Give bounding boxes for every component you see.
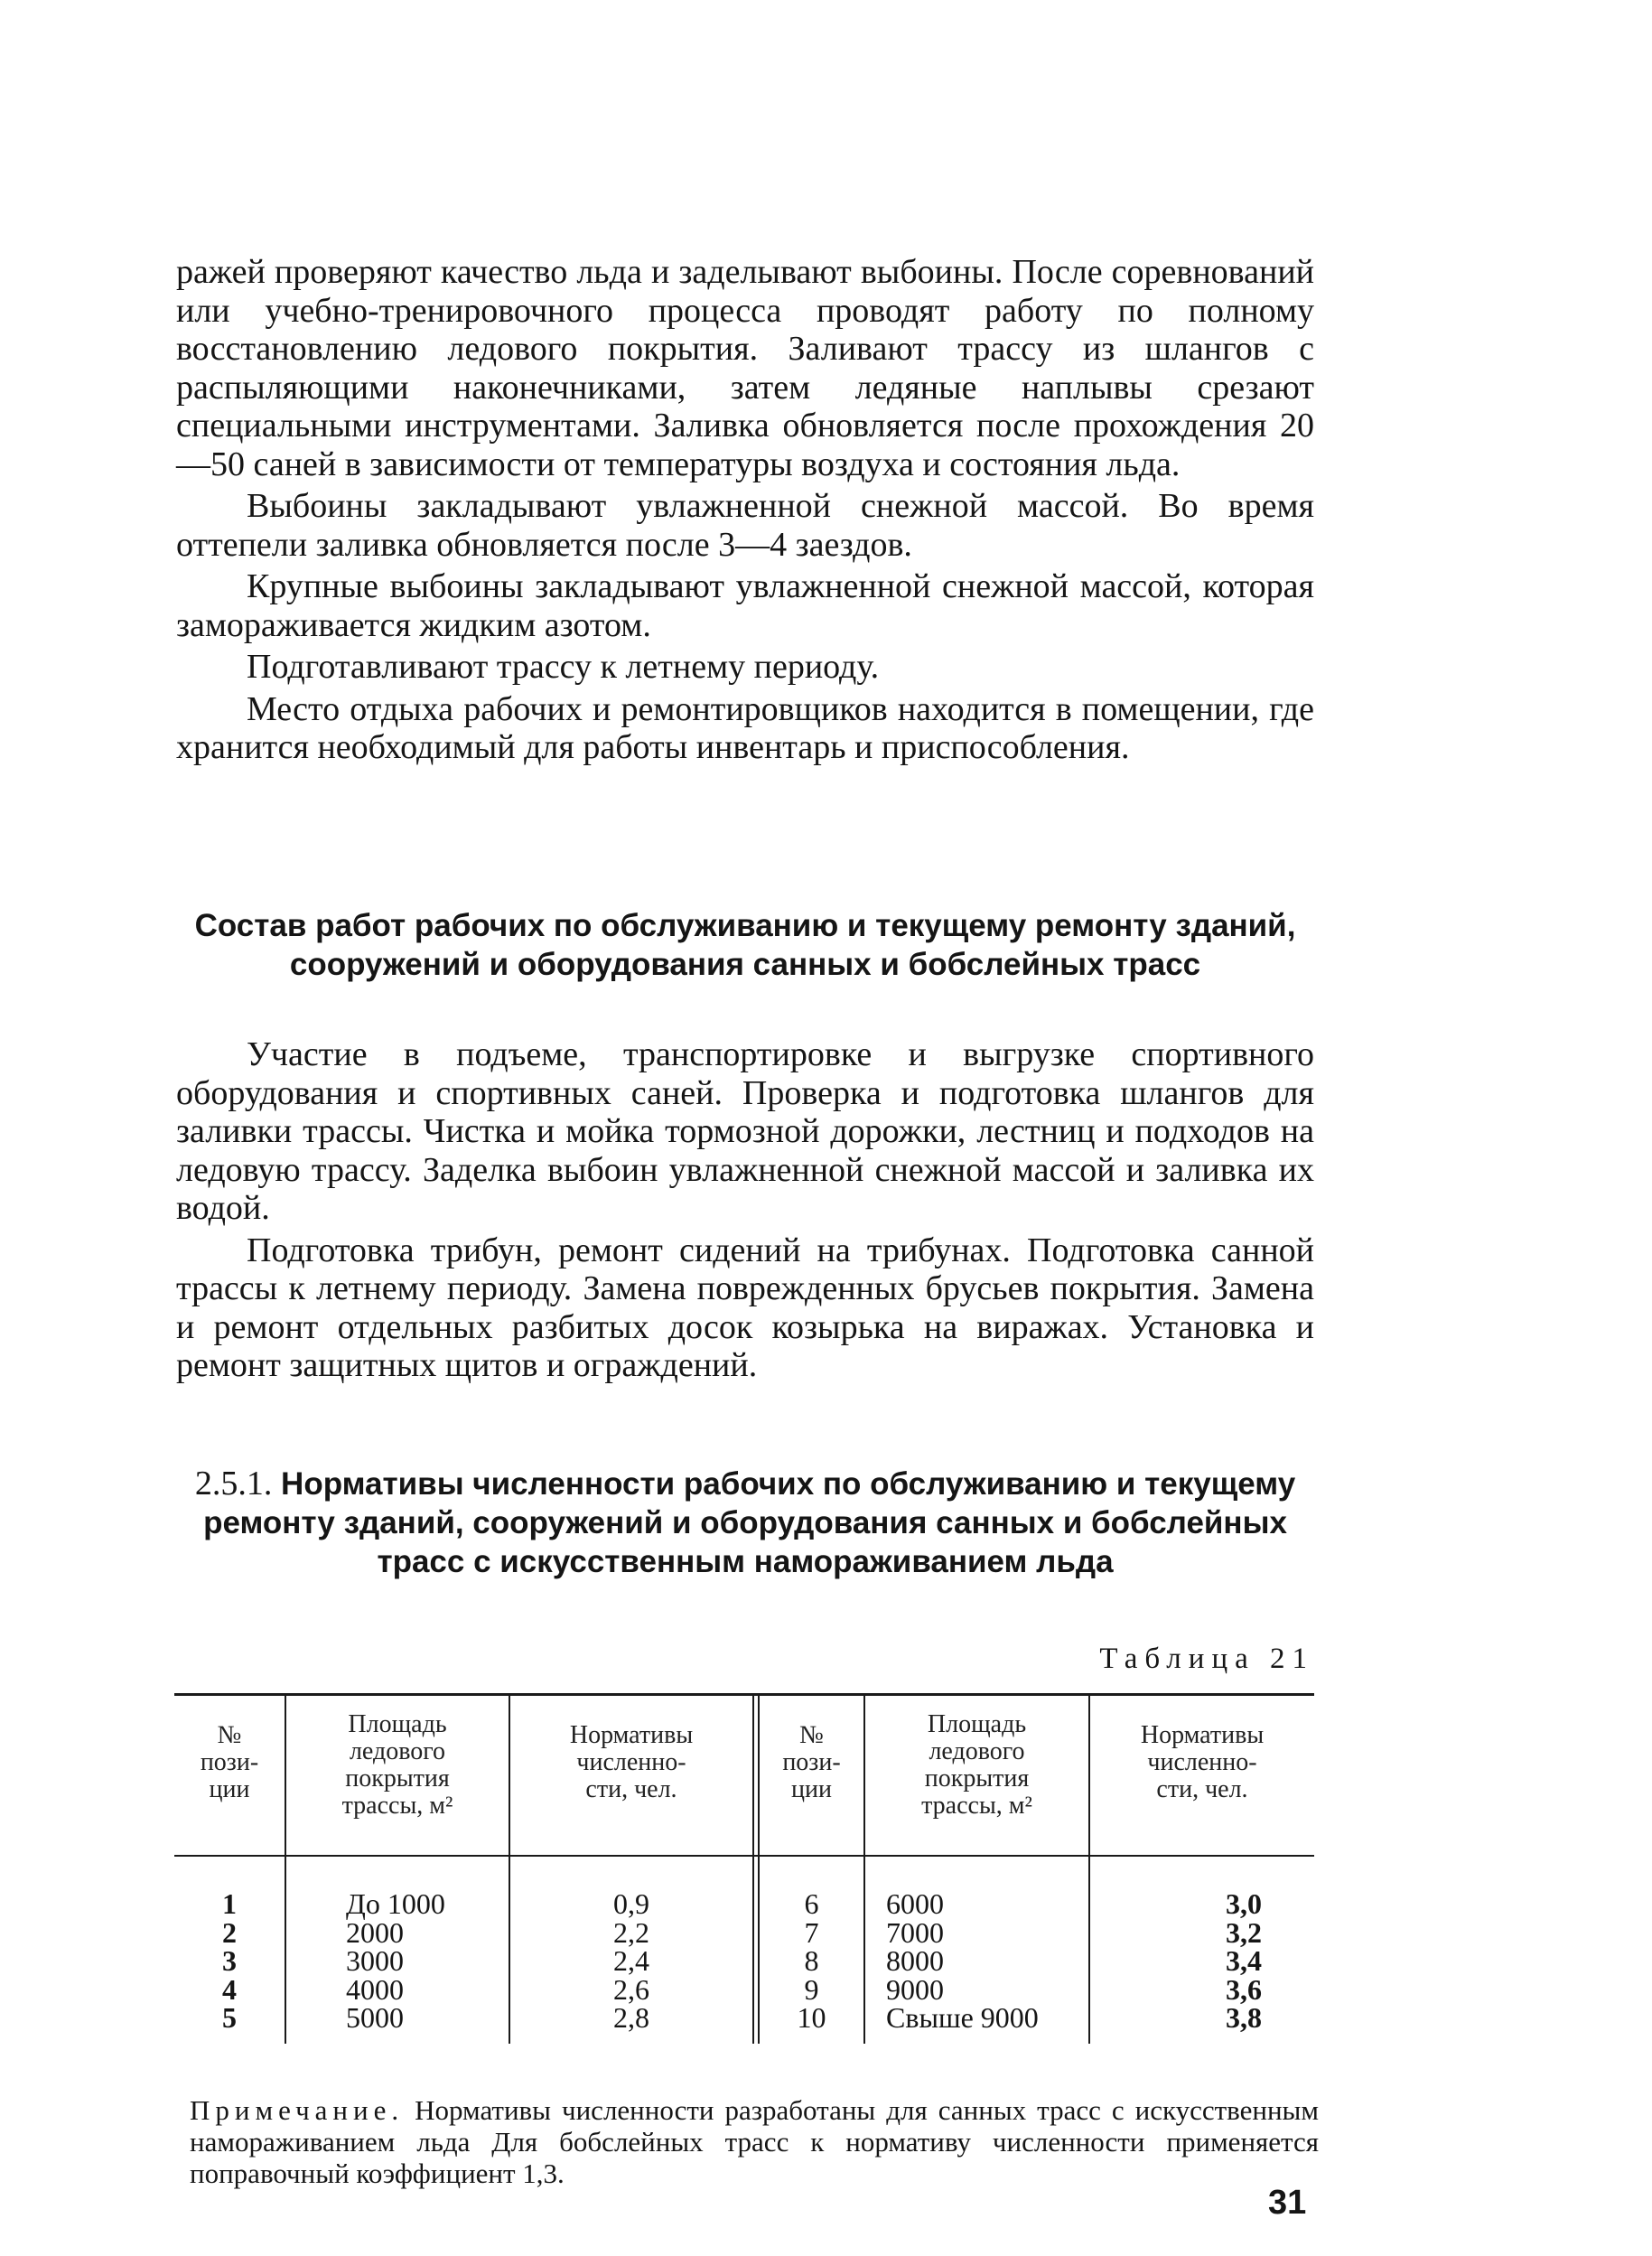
table-cell: 2000 [346, 1915, 404, 1949]
table-cell: 3,6 [1226, 1972, 1262, 2006]
paragraph: Крупные выбоины закладывают увлажненной снежной массой, которая замораживается жидким азотом. [176, 567, 1314, 644]
left-norm-column [510, 1887, 752, 2034]
table-cell: 9000 [886, 1972, 944, 2006]
table-cell: 6 [804, 1887, 819, 1920]
note-text: Нормативы численности разработаны для санных трасс с искусственным намораживанием льда Для бобслейных трасс к нормативу численности применяется поправочный коэффициент 1,3. [190, 2094, 1319, 2189]
paragraph: Участие в подъеме, транспортировке и выгрузке спортивного оборудования и спортивных саней. Проверка и подготовка шлангов для заливки трассы. Чистка и мойка тормозной дорожки, лестниц и подходов на ледовую трассу. Заделка выбоин увлажненной снежной массой и заливка их водой. [176, 1035, 1314, 1227]
header-position: № пози- ции [200, 1721, 259, 1803]
paragraph: ражей проверяют качество льда и заделывают выбоины. После соревнований или учебно-тренировочного процесса проводят работу по полному восстановлению ледового покрытия. Заливают трассу из шлангов с распыляющими наконечниками, затем ледяные наплывы срезают специальными инструментами. Заливка обновляется после прохождения 20—50 саней в зависимости от температуры воздуха и состояния льда. [176, 253, 1314, 483]
table-cell: 2,2 [613, 1915, 649, 1949]
header-area: Площадь ледового покрытия трассы, м² [341, 1710, 453, 1820]
table-cell: 1 [222, 1887, 237, 1920]
table-header-rule [174, 1855, 1314, 1857]
header-norm: Нормативы численно- сти, чел. [569, 1721, 694, 1803]
table-number: 2.5.1. [194, 1465, 273, 1502]
table-cell: 3,4 [1226, 1944, 1262, 1977]
table-cell: 8000 [886, 1944, 944, 1977]
table-cell: 5 [222, 2001, 237, 2034]
paragraph: Подготовка трибун, ремонт сидений на трибунах. Подготовка санной трассы к летнему периоду. Замена поврежденных брусьев покрытия. Замена и ремонт отдельных разбитых досок козырька на виражах. Установка и ремонт защитных щитов и ограждений. [176, 1231, 1314, 1384]
table-cell: 4000 [346, 1972, 404, 2006]
header-area: Площадь ледового покрытия трассы, м² [921, 1710, 1032, 1820]
left-area-column [346, 1887, 509, 2034]
paragraph: Подготавливают трассу к летнему периоду. [247, 648, 880, 686]
table-cell: 7000 [886, 1915, 944, 1949]
table-cell: 4 [222, 1972, 237, 2006]
header-norm: Нормативы численно- сти, чел. [1140, 1721, 1265, 1803]
column-divider [752, 1693, 754, 2044]
section-text [176, 1035, 1314, 1389]
table-cell: Свыше 9000 [886, 2001, 1039, 2034]
table-cell: 5000 [346, 2001, 404, 2034]
table-cell: 2,4 [613, 1944, 649, 1977]
table-heading-block [176, 1465, 1314, 1581]
table-heading [176, 1465, 1314, 1581]
table-cell: 2 [222, 1915, 237, 1949]
table-heading-text: Нормативы численности рабочих по обслуживанию и текущему ремонту зданий, сооружений и оборудования санных и бобслейных трасс с искусственным намораживанием льда [203, 1466, 1296, 1579]
table-note [190, 2094, 1319, 2189]
paragraph: Место отдыха рабочих и ремонтировщиков находится в помещении, где хранится необходимый для работы инвентарь и приспособления. [176, 689, 1314, 766]
table-cell: 2,8 [613, 2001, 649, 2034]
note-label: Примечание. [190, 2094, 405, 2126]
intro-text [176, 253, 1314, 771]
table-cell: 3,8 [1226, 2001, 1262, 2034]
header-position: № пози- ции [782, 1721, 841, 1803]
table-cell: 2,6 [613, 1972, 649, 2006]
table-cell: 9 [804, 1972, 819, 2006]
right-position-column [760, 1887, 863, 2034]
table-cell: До 1000 [346, 1887, 445, 1920]
section-heading-block [176, 906, 1314, 984]
table-cell: 3,2 [1226, 1915, 1262, 1949]
table-cell: 8 [804, 1944, 819, 1977]
table-cell: 3 [222, 1944, 237, 1977]
table-cell: 6000 [886, 1887, 944, 1920]
paragraph: Выбоины закладывают увлажненной снежной массой. Во время оттепели заливка обновляется после 3—4 заездов. [176, 487, 1314, 564]
table-top-rule [174, 1693, 1314, 1696]
table-cell: 0,9 [613, 1887, 649, 1920]
right-norm-column [1090, 1887, 1262, 2034]
left-position-column [174, 1887, 285, 2034]
table-cell: 3,0 [1226, 1887, 1262, 1920]
table-label: Таблица 21 [1099, 1643, 1314, 1675]
table-cell: 3000 [346, 1944, 404, 1977]
table-cell: 7 [804, 1915, 819, 1949]
right-area-column [886, 1887, 1088, 2034]
section-heading: Состав работ рабочих по обслуживанию и текущему ремонту зданий, сооружений и оборудования санных и бобслейных трасс [194, 908, 1296, 982]
table-cell: 10 [797, 2001, 826, 2034]
norms-table [174, 1693, 1314, 2045]
page-number: 31 [1268, 2184, 1307, 2222]
